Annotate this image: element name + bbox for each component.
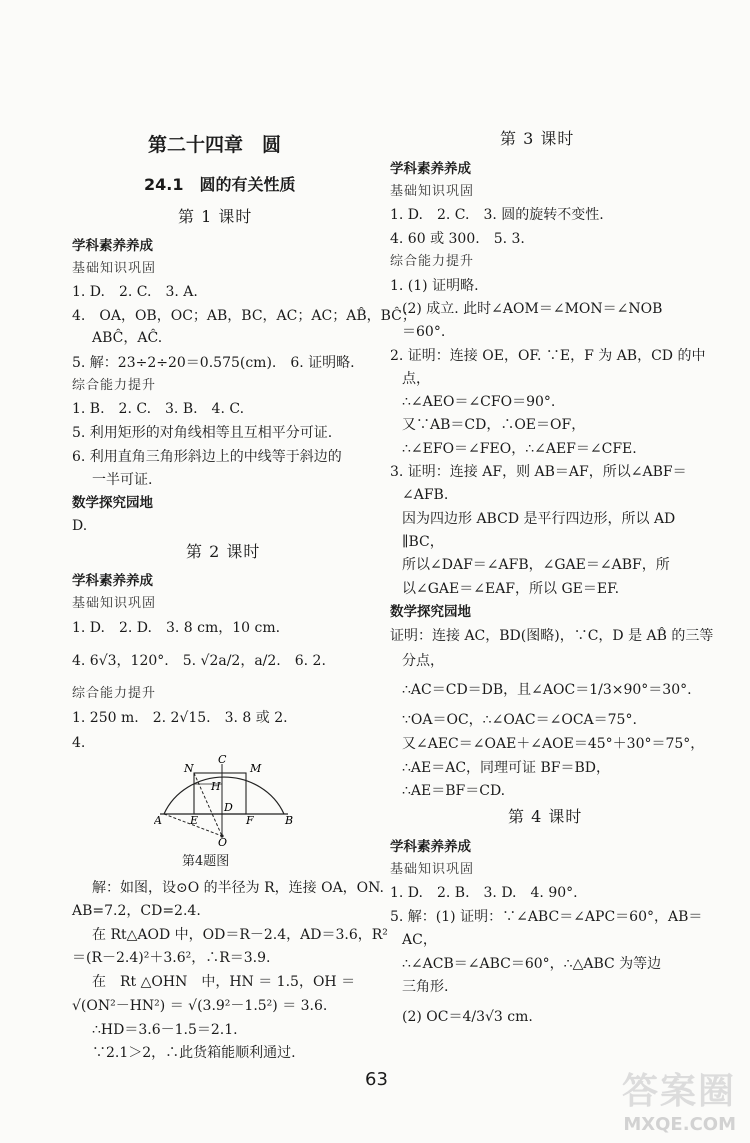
answer-line: 2. 证明：连接 OE，OF. ∵E，F 为 AB，CD 的中: [390, 348, 706, 364]
solution-line: √(ON²－HN²) ＝ √(3.9²－1.5²) ＝ 3.6.: [72, 998, 328, 1014]
answer-line: ∥BC，: [402, 534, 444, 550]
answer-line: 又∵AB＝CD，∴OE＝OF，: [402, 417, 586, 433]
solution-line: 在 Rt △OHN 中，HN ＝ 1.5，OH ＝: [92, 974, 356, 990]
proof-line: ∴AE＝BF＝CD.: [402, 783, 506, 799]
answer-line: ＝60°.: [402, 324, 446, 340]
lesson-2-title: 第 2 课时: [186, 542, 261, 561]
answer-line: 5. 解：(1) 证明：∵∠ABC＝∠APC＝60°，AB＝: [390, 909, 703, 925]
answer-line: 6. 利用直角三角形斜边上的中线等于斜边的: [72, 449, 342, 465]
answer-line: 三角形.: [402, 979, 449, 995]
proof-line: 又∠AEC＝∠OAE＋∠AOE＝45°＋30°＝75°，: [402, 736, 705, 752]
label-b: B: [285, 814, 294, 827]
watermark-url: MXQE.COM: [623, 1114, 736, 1135]
answer-line: 1. D. 2. B. 3. D. 4. 90°.: [390, 885, 578, 901]
proof-line: ∴AE＝AC，同理可证 BF＝BD，: [402, 760, 611, 776]
proof-line: 证明：连接 AC，BD(图略)，∵C，D 是 AB̂ 的三等: [390, 628, 714, 644]
heading-literacy: 学科素养养成: [390, 839, 471, 855]
label-n: N: [184, 762, 194, 775]
subheading-basic: 基础知识巩固: [72, 596, 157, 611]
answer-line: 4.: [72, 735, 86, 751]
label-f: F: [246, 814, 254, 827]
proof-line: ∵OA＝OC，∴∠OAC＝∠OCA＝75°.: [402, 712, 637, 728]
section-title: 24.1 圆的有关性质: [144, 175, 296, 194]
answer-line: (2) 成立. 此时∠AOM＝∠MON＝∠NOB: [402, 301, 663, 317]
label-a: A: [154, 814, 162, 827]
subheading-advanced: 综合能力提升: [72, 686, 157, 701]
answer-line: ∠AFB.: [402, 487, 449, 503]
figure-4-diagram: [154, 754, 294, 846]
answer-line: 4. 60 或 300. 5. 3.: [390, 231, 525, 247]
subheading-basic: 基础知识巩固: [72, 261, 157, 276]
answer-line: 4. 6√3，120°. 5. √2a/2，a/2. 6. 2.: [72, 653, 326, 669]
lesson-1-title: 第 1 课时: [178, 207, 253, 226]
heading-literacy: 学科素养养成: [390, 161, 471, 177]
answer-line: 1. 250 m. 2. 2√15. 3. 8 或 2.: [72, 710, 288, 726]
heading-literacy: 学科素养养成: [72, 573, 153, 589]
answer-line: AC，: [402, 932, 437, 948]
solution-line: 解：如图，设⊙O 的半径为 R，连接 OA，ON.: [92, 880, 384, 896]
heading-explore: 数学探究园地: [72, 495, 153, 511]
answer-line: 1. D. 2. C. 3. A.: [72, 284, 198, 300]
answer-line: ∴∠EFO＝∠FEO，∴∠AEF＝∠CFE.: [402, 441, 637, 457]
answer-line: 因为四边形 ABCD 是平行四边形，所以 AD: [402, 511, 676, 527]
answer-line: ∴∠ACB＝∠ABC＝60°，∴△ABC 为等边: [402, 956, 662, 972]
chapter-title: 第二十四章 圆: [148, 134, 282, 156]
subheading-basic: 基础知识巩固: [390, 184, 475, 199]
watermark-brand: 答案圈: [621, 1071, 736, 1112]
answer-line: D.: [72, 518, 88, 534]
proof-line: ∴AC＝CD＝DB，且∠AOC＝1/3×90°＝30°.: [402, 682, 692, 698]
label-e: E: [190, 814, 199, 827]
solution-line: ＝(R－2.4)²＋3.6²，∴R＝3.9.: [72, 950, 271, 966]
solution-line: ∵2.1＞2，∴此货箱能顺利通过.: [92, 1045, 296, 1061]
answer-line: 1. D. 2. D. 3. 8 cm，10 cm.: [72, 620, 281, 636]
answer-line: 5. 利用矩形的对角线相等且互相平分可证.: [72, 425, 333, 441]
heading-explore: 数学探究园地: [390, 604, 471, 620]
answer-line: 4. OA，OB，OC；AB，BC，AC；AC；AB̂，BĈ；: [72, 308, 416, 324]
answer-line: 所以∠DAF＝∠AFB，∠GAE＝∠ABF，所: [402, 557, 670, 573]
subheading-advanced: 综合能力提升: [72, 378, 157, 393]
answer-line: 以∠GAE＝∠EAF，所以 GE＝EF.: [402, 581, 620, 597]
label-h: H: [211, 780, 221, 793]
subheading-advanced: 综合能力提升: [390, 254, 475, 269]
proof-line: 分点，: [402, 653, 444, 669]
answer-line: ∴∠AEO＝∠CFO＝90°.: [402, 394, 556, 410]
watermark-logo: [622, 1063, 736, 1135]
lesson-4-title: 第 4 课时: [508, 807, 583, 826]
answer-line: 一半可证.: [92, 472, 153, 488]
answer-line: 3. 证明：连接 AF，则 AB＝AF，所以∠ABF＝: [390, 464, 687, 480]
answer-line: 1. B. 2. C. 3. B. 4. C.: [72, 401, 245, 417]
answer-line: 1. (1) 证明略.: [390, 278, 479, 294]
answer-line: 1. D. 2. C. 3. 圆的旋转不变性.: [390, 207, 604, 223]
answer-line: 5. 解：23÷2÷20＝0.575(cm). 6. 证明略.: [72, 355, 355, 371]
label-d: D: [224, 801, 233, 814]
solution-line: 在 Rt△AOD 中，OD＝R－2.4，AD＝3.6，R²: [92, 927, 388, 943]
heading-literacy: 学科素养养成: [72, 238, 153, 254]
label-o: O: [218, 836, 228, 846]
lesson-3-title: 第 3 课时: [500, 129, 575, 148]
solution-line: AB=7.2，CD=2.4.: [72, 903, 201, 919]
page-number: 63: [365, 1069, 388, 1090]
figure-caption: 第4题图: [182, 854, 230, 869]
label-c: C: [218, 754, 227, 766]
answer-line: ABĈ，AĈ.: [92, 330, 163, 346]
answer-line: 点，: [402, 371, 430, 387]
subheading-basic: 基础知识巩固: [390, 862, 475, 877]
answer-line: (2) OC＝4/3√3 cm.: [402, 1009, 533, 1025]
label-m: M: [250, 762, 262, 775]
solution-line: ∴HD＝3.6－1.5＝2.1.: [92, 1022, 238, 1038]
